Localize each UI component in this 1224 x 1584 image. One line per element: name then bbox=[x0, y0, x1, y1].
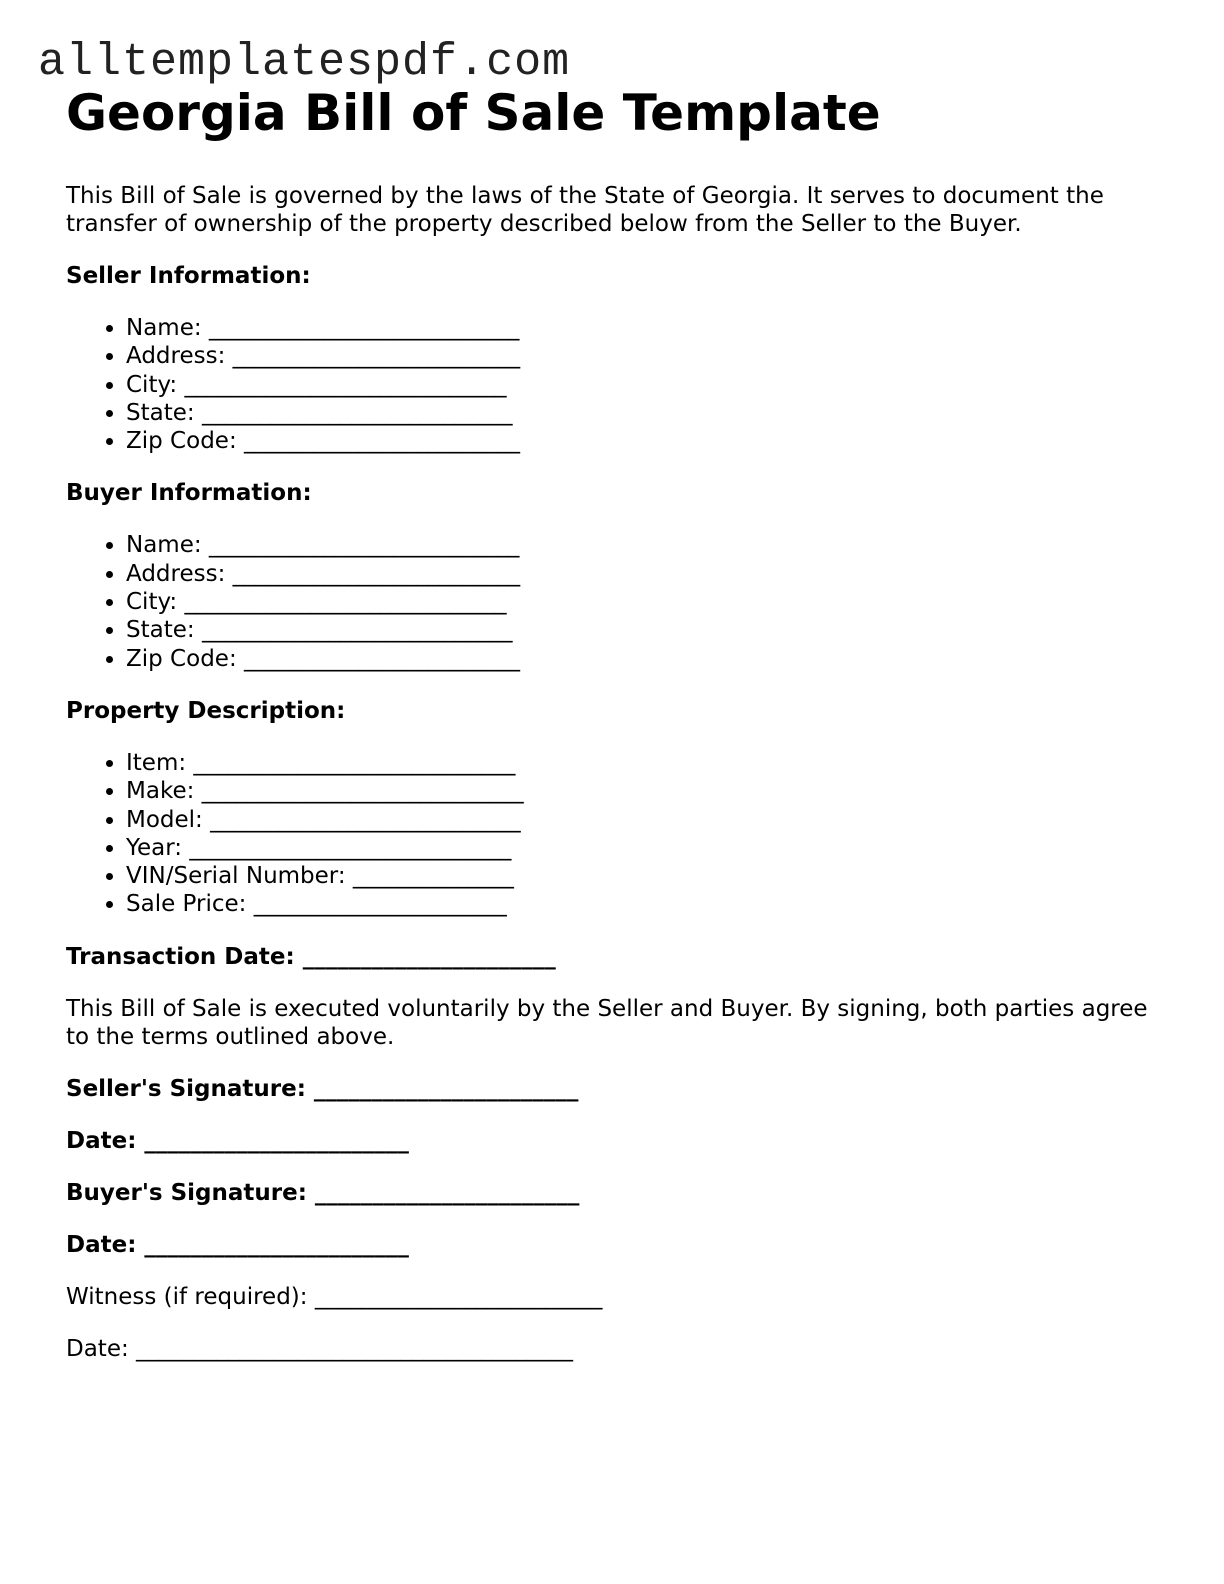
property-heading: Property Description: bbox=[66, 697, 346, 724]
buyer-zip-field: • Zip Code: ________________________ bbox=[126, 645, 1166, 673]
property-info-list bbox=[66, 749, 1166, 919]
buyer-state-field: • State: ___________________________ bbox=[126, 616, 1166, 644]
witness-field: Witness (if required): _________________________ bbox=[66, 1283, 603, 1310]
property-model-field: • Model: ___________________________ bbox=[126, 806, 1166, 834]
seller-zip-field: • Zip Code: ________________________ bbox=[126, 427, 1166, 455]
document-body bbox=[66, 84, 1166, 1387]
intro-paragraph: This Bill of Sale is governed by the laws of the State of Georgia. It serves to document the transfer of ownership of the property described below from the Seller to the Buyer. bbox=[66, 183, 1104, 237]
buyer-date-field: Date: _______________________ bbox=[66, 1231, 409, 1258]
seller-name-field: • Name: ___________________________ bbox=[126, 314, 1166, 342]
buyer-city-field: • City: ____________________________ bbox=[126, 588, 1166, 616]
seller-city-field: • City: ____________________________ bbox=[126, 371, 1166, 399]
property-make-field: • Make: ____________________________ bbox=[126, 777, 1166, 805]
site-watermark: alltemplatespdf.com bbox=[38, 37, 571, 88]
buyer-heading: Buyer Information: bbox=[66, 480, 312, 507]
buyer-name-field: • Name: ___________________________ bbox=[126, 531, 1166, 559]
seller-date-field: Date: _______________________ bbox=[66, 1127, 409, 1154]
seller-signature-field: Seller's Signature: _______________________ bbox=[66, 1075, 579, 1102]
seller-info-list bbox=[66, 314, 1166, 455]
seller-heading: Seller Information: bbox=[66, 263, 311, 289]
seller-state-field: • State: ___________________________ bbox=[126, 399, 1166, 427]
page-title: Georgia Bill of Sale Template bbox=[66, 84, 881, 142]
transaction-date-field: Transaction Date: ______________________ bbox=[66, 943, 556, 970]
property-year-field: • Year: ____________________________ bbox=[126, 834, 1166, 862]
seller-address-field: • Address: _________________________ bbox=[126, 342, 1166, 370]
closing-paragraph: This Bill of Sale is executed voluntarily by the Seller and Buyer. By signing, both parties agree to the terms outlined above. bbox=[66, 995, 1148, 1050]
property-vin-field: • VIN/Serial Number: ______________ bbox=[126, 862, 1166, 890]
property-item-field: • Item: ____________________________ bbox=[126, 749, 1166, 777]
buyer-address-field: • Address: _________________________ bbox=[126, 560, 1166, 588]
property-price-field: • Sale Price: ______________________ bbox=[126, 890, 1166, 918]
buyer-info-list bbox=[66, 531, 1166, 672]
buyer-signature-field: Buyer's Signature: _______________________ bbox=[66, 1179, 580, 1206]
witness-date-field: Date: ______________________________________ bbox=[66, 1335, 574, 1362]
